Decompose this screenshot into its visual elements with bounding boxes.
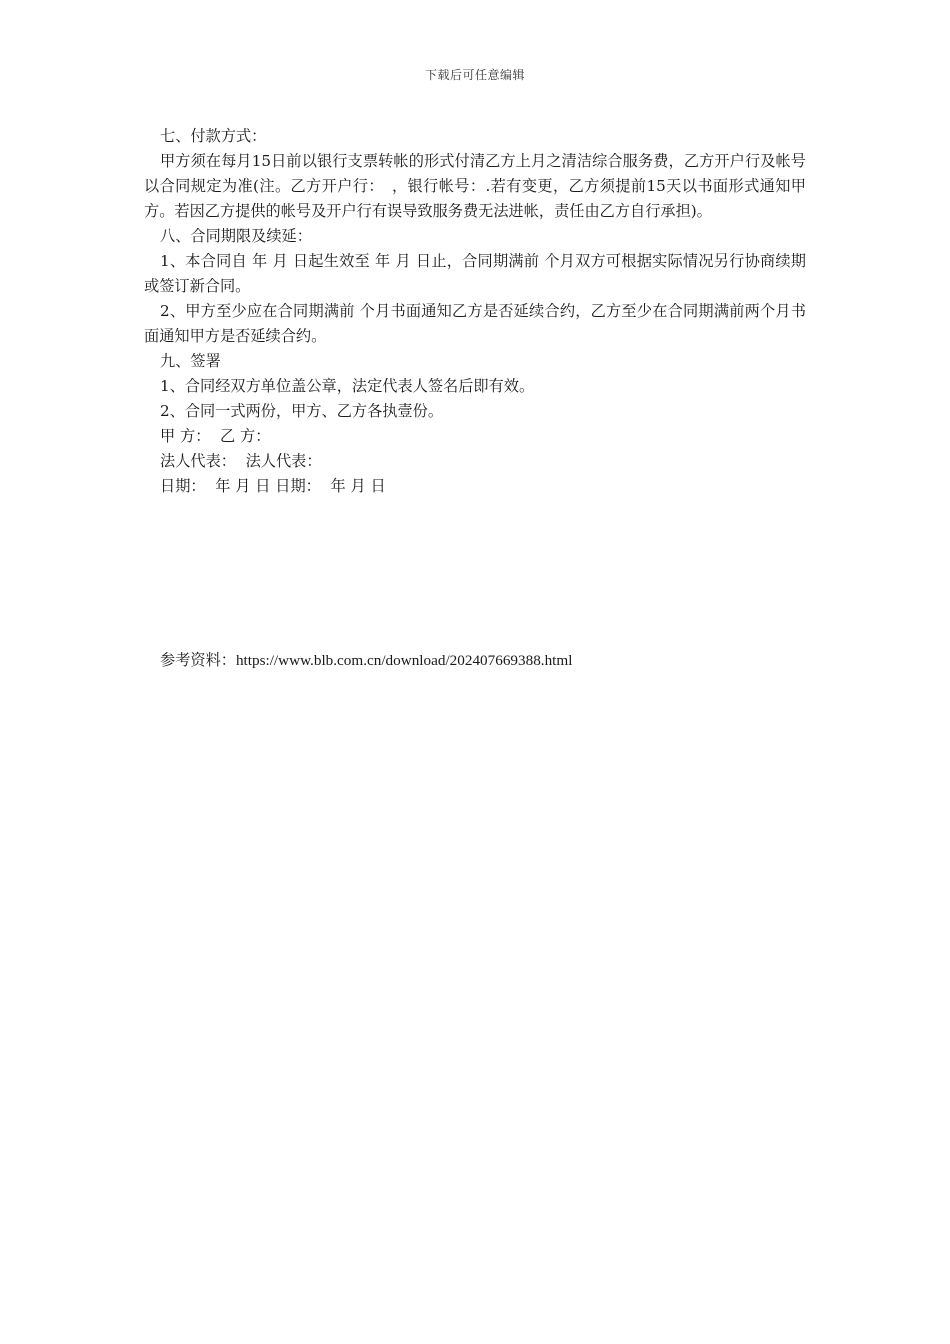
section-term-item-2: 2、甲方至少应在合同期满前 个月书面通知乙方是否延续合约，乙方至少在合同期满前两个月书面通知甲方是否延续合约。 (144, 302, 806, 345)
section-term-item-1: 1、本合同自 年 月 日起生效至 年 月 日止，合同期满前 个月双方可根据实际情况另行协商续期或签订新合同。 (144, 252, 806, 295)
signature-parties: 甲 方： 乙 方： (160, 427, 271, 445)
section-payment-heading: 七、付款方式： (160, 127, 267, 145)
document-body (144, 124, 806, 499)
section-signing-item-1: 1、合同经双方单位盖公章，法定代表人签名后即有效。 (160, 377, 535, 395)
section-term-heading: 八、合同期限及续延： (160, 227, 312, 245)
signature-representatives: 法人代表： 法人代表： (160, 452, 322, 470)
signature-dates: 日期： 年 月 日 日期： 年 月 日 (160, 477, 386, 495)
reference-link: 参考资料：https://www.blb.com.cn/download/202407669388.html (160, 652, 573, 669)
page-header-note: 下载后可任意编辑 (424, 68, 525, 82)
section-signing-item-2: 2、合同一式两份，甲方、乙方各执壹份。 (160, 402, 444, 420)
section-signing-heading: 九、签署 (160, 352, 221, 370)
section-payment-body: 甲方须在每月15日前以银行支票转帐的形式付清乙方上月之清洁综合服务费，乙方开户行及帐号以合同规定为准(注。乙方开户行： ，银行帐号：.若有变更，乙方须提前15天以书面形式通知甲方。若因乙方提供的帐号及开户行有误导致服务费无法进帐，责任由乙方自行承担)。 (144, 152, 806, 220)
